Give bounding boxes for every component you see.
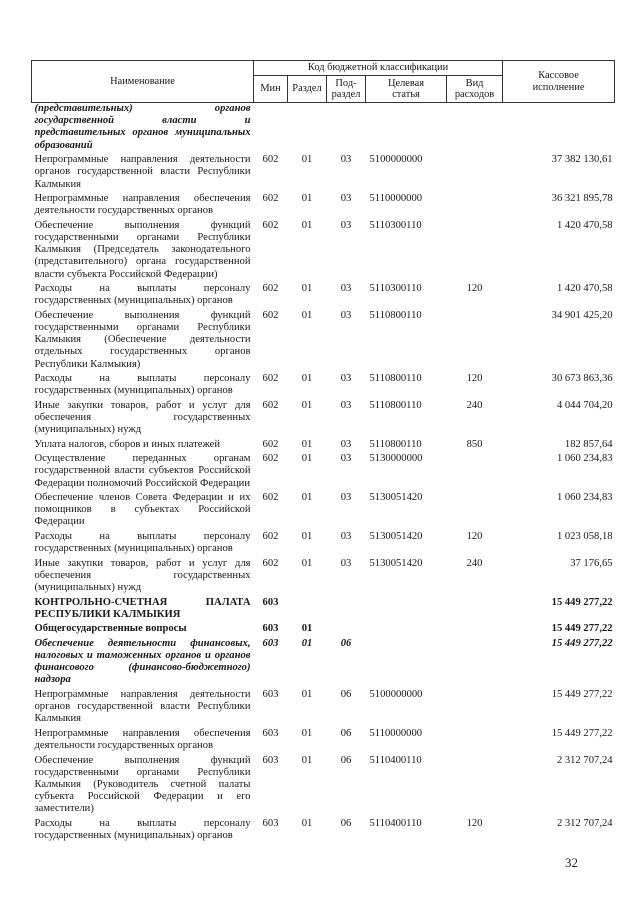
cell-statya: 5110800110 <box>369 399 422 411</box>
cell-kassa: 30 673 863,36 <box>551 373 613 385</box>
cell-min: 602 <box>262 193 279 205</box>
cell-kassa: 4 044 704,20 <box>556 399 613 411</box>
cell-statya <box>366 597 447 624</box>
cell-statya: 5110800110 <box>369 438 422 450</box>
cell-podrazdel: 06 <box>340 637 352 649</box>
table-row <box>32 728 615 755</box>
cell-vid: 120 <box>466 373 483 385</box>
page-number: 32 <box>565 855 578 870</box>
table-row <box>32 283 615 310</box>
header-razdel: Раздел <box>288 76 327 103</box>
cell-min: 603 <box>262 727 279 739</box>
cell-name: Осуществление переданных органам государственной власти субъектов Российской Федерации полномочий Российской Федерации <box>34 453 251 489</box>
cell-vid <box>447 193 503 220</box>
cell-razdel: 01 <box>301 399 313 411</box>
cell-razdel <box>288 597 327 624</box>
cell-vid <box>447 623 503 638</box>
cell-min: 603 <box>262 754 279 766</box>
cell-vid: 240 <box>466 557 483 569</box>
cell-kassa: 15 449 277,22 <box>551 596 613 608</box>
cell-podrazdel: 03 <box>340 219 352 231</box>
cell-name: Непрограммные направления обеспечения деятельности государственных органов <box>34 727 251 751</box>
cell-kassa: 1 420 470,58 <box>556 283 613 295</box>
cell-kassa: 37 176,65 <box>570 557 613 569</box>
cell-statya <box>366 103 447 155</box>
cell-statya: 5110000000 <box>369 727 423 739</box>
cell-name: Расходы на выплаты персоналу государственных (муниципальных) органов <box>34 530 251 555</box>
cell-name: Обеспечение выполнения функций государственными органами Республики Калмыкия (Обеспечение деятельности отдельных государственных органов Республики Калмыкия) <box>34 309 251 370</box>
table-row <box>32 220 615 283</box>
cell-statya: 5110300110 <box>369 219 422 231</box>
table-row <box>32 623 615 638</box>
cell-min: 602 <box>262 530 279 542</box>
table-row <box>32 310 615 373</box>
cell-name: Обеспечение деятельности финансовых, налоговых и таможенных органов и органов финансового (финансово-бюджетного) надзора <box>34 637 251 686</box>
cell-min: 603 <box>262 596 279 608</box>
cell-min: 602 <box>262 492 279 504</box>
cell-vid <box>447 492 503 531</box>
cell-min: 602 <box>262 438 279 450</box>
cell-razdel: 01 <box>301 817 313 829</box>
cell-name: Непрограммные направления деятельности органов государственной власти Республики Калмыкия <box>34 154 251 190</box>
cell-statya: 5100000000 <box>369 688 423 700</box>
table-row <box>32 103 615 155</box>
cell-vid: 120 <box>466 283 483 295</box>
cell-statya: 5130051420 <box>369 530 423 542</box>
cell-min: 603 <box>262 817 279 829</box>
table-row <box>32 154 615 193</box>
cell-min: 602 <box>262 283 279 295</box>
cell-razdel: 01 <box>301 727 313 739</box>
table-row <box>32 818 615 845</box>
cell-name: Иные закупки товаров, работ и услуг для обеспечения государственных (муниципальных) нужд <box>34 557 251 594</box>
cell-min: 602 <box>262 399 279 411</box>
cell-razdel: 01 <box>301 154 313 166</box>
cell-min: 603 <box>262 637 279 649</box>
table-row <box>32 400 615 439</box>
cell-min: 602 <box>262 373 279 385</box>
table-row <box>32 439 615 454</box>
cell-razdel: 01 <box>301 453 313 465</box>
cell-min: 603 <box>262 688 279 700</box>
cell-podrazdel <box>327 597 366 624</box>
cell-podrazdel <box>327 623 366 638</box>
header-min: Мин <box>254 76 288 103</box>
header-vid: Вид расходов <box>447 76 503 103</box>
table-row <box>32 492 615 531</box>
cell-name: Расходы на выплаты персоналу государственных (муниципальных) органов <box>34 283 251 307</box>
cell-kassa: 1 060 234,83 <box>556 492 613 504</box>
cell-podrazdel: 06 <box>340 817 352 829</box>
header-name: Наименование <box>32 61 254 103</box>
cell-statya: 5110000000 <box>369 193 423 205</box>
cell-razdel: 01 <box>301 754 313 766</box>
cell-statya: 5110400110 <box>369 817 422 829</box>
cell-razdel: 01 <box>301 688 313 700</box>
table-body <box>32 103 615 845</box>
header-kassa: Кассовое исполнение <box>503 61 615 103</box>
table-row <box>32 558 615 597</box>
cell-name: Обеспечение выполнения функций государственными органами Республики Калмыкия (Председатель законодательного (представительного) органа государственной власти субъекта Российской Федерации) <box>34 219 251 280</box>
cell-name: (представительных) органов государственной власти и представительных органов муниципальных образований <box>34 103 251 151</box>
table-row <box>32 638 615 689</box>
cell-razdel: 01 <box>301 637 313 649</box>
cell-podrazdel: 06 <box>340 688 352 700</box>
cell-vid <box>447 103 503 155</box>
cell-vid <box>447 755 503 818</box>
cell-vid <box>447 310 503 373</box>
cell-podrazdel: 03 <box>340 154 352 166</box>
cell-razdel: 01 <box>301 492 313 504</box>
cell-min: 602 <box>262 557 279 569</box>
cell-kassa: 1 060 234,83 <box>556 453 613 465</box>
header-podrazdel: Под- раздел <box>327 76 366 103</box>
table-row <box>32 689 615 728</box>
cell-podrazdel: 06 <box>340 754 352 766</box>
cell-kassa: 36 321 895,78 <box>551 193 613 205</box>
cell-name: Непрограммные направления деятельности органов государственной власти Республики Калмыкия <box>34 688 251 725</box>
cell-razdel: 01 <box>301 438 313 450</box>
cell-podrazdel: 03 <box>340 492 352 504</box>
cell-podrazdel: 03 <box>340 399 352 411</box>
cell-vid <box>447 154 503 193</box>
cell-vid <box>447 638 503 689</box>
cell-podrazdel: 03 <box>340 453 352 465</box>
cell-min <box>254 103 288 155</box>
cell-name: Обеспечение выполнения функций государственными органами Республики Калмыкия (Руководитель счетной палаты субъекта Российской Федерации и его заместители) <box>34 754 251 815</box>
cell-razdel: 01 <box>301 193 313 205</box>
cell-statya: 5100000000 <box>369 154 423 166</box>
cell-vid <box>447 728 503 755</box>
cell-statya: 5130000000 <box>369 453 423 465</box>
cell-statya: 5110300110 <box>369 283 422 295</box>
cell-vid: 240 <box>466 399 483 411</box>
cell-vid: 850 <box>466 438 483 450</box>
table-row <box>32 531 615 558</box>
table-row <box>32 597 615 624</box>
cell-name: Расходы на выплаты персоналу государственных (муниципальных) органов <box>34 373 251 397</box>
cell-razdel: 01 <box>301 530 313 542</box>
cell-kassa: 15 449 277,22 <box>551 688 613 700</box>
cell-podrazdel: 03 <box>340 438 352 450</box>
cell-statya: 5130051420 <box>369 492 423 504</box>
cell-razdel: 01 <box>301 623 313 635</box>
cell-podrazdel <box>327 103 366 155</box>
cell-razdel: 01 <box>301 309 313 321</box>
cell-podrazdel: 03 <box>340 283 352 295</box>
cell-vid: 120 <box>466 530 483 542</box>
cell-min: 602 <box>262 219 279 231</box>
cell-statya: 5110800110 <box>369 373 422 385</box>
cell-statya <box>366 638 447 689</box>
cell-statya: 5110800110 <box>369 309 422 321</box>
cell-min: 602 <box>262 453 279 465</box>
cell-name: Расходы на выплаты персоналу государственных (муниципальных) органов <box>34 817 251 842</box>
cell-name: КОНТРОЛЬНО-СЧЕТНАЯ ПАЛАТА РЕСПУБЛИКИ КАЛМЫКИЯ <box>34 596 251 620</box>
cell-razdel: 01 <box>301 373 313 385</box>
cell-name: Иные закупки товаров, работ и услуг для обеспечения государственных (муниципальных) нужд <box>34 399 251 436</box>
budget-table <box>31 60 615 845</box>
table-row <box>32 373 615 400</box>
cell-kassa: 2 312 707,24 <box>556 754 613 766</box>
cell-min: 603 <box>262 623 279 635</box>
cell-kassa: 37 382 130,61 <box>551 154 613 166</box>
cell-kassa: 1 420 470,58 <box>556 219 613 231</box>
cell-vid: 120 <box>466 817 483 829</box>
cell-kassa: 34 901 425,20 <box>551 309 613 321</box>
cell-statya: 5110400110 <box>369 754 422 766</box>
cell-razdel: 01 <box>301 219 313 231</box>
cell-statya <box>366 623 447 638</box>
cell-min: 602 <box>262 154 279 166</box>
cell-kassa: 15 449 277,22 <box>551 623 613 635</box>
table-header <box>32 61 615 103</box>
cell-razdel <box>288 103 327 155</box>
table-row <box>32 193 615 220</box>
cell-razdel: 01 <box>301 557 313 569</box>
cell-name: Непрограммные направления обеспечения деятельности государственных органов <box>34 193 251 217</box>
cell-min: 602 <box>262 309 279 321</box>
cell-razdel: 01 <box>301 283 313 295</box>
cell-podrazdel: 03 <box>340 373 352 385</box>
cell-podrazdel: 03 <box>340 530 352 542</box>
cell-name: Уплата налогов, сборов и иных платежей <box>34 438 221 450</box>
cell-podrazdel: 06 <box>340 727 352 739</box>
table-row <box>32 453 615 492</box>
cell-vid <box>447 453 503 492</box>
table-row <box>32 755 615 818</box>
cell-vid <box>447 689 503 728</box>
cell-name: Обеспечение членов Совета Федерации и их помощников в субъектах Российской Федерации <box>34 492 251 528</box>
cell-vid <box>447 597 503 624</box>
cell-vid <box>447 220 503 283</box>
cell-kassa: 1 023 058,18 <box>556 530 613 542</box>
cell-kassa: 2 312 707,24 <box>556 817 613 829</box>
cell-podrazdel: 03 <box>340 557 352 569</box>
cell-podrazdel: 03 <box>340 309 352 321</box>
cell-kassa: 182 857,64 <box>564 438 613 450</box>
cell-kassa: 15 449 277,22 <box>551 637 613 649</box>
cell-podrazdel: 03 <box>340 193 352 205</box>
cell-kassa: 15 449 277,22 <box>551 727 613 739</box>
header-code-group: Код бюджетной классификации <box>254 61 503 76</box>
header-statya: Целевая статья <box>366 76 447 103</box>
cell-name: Общегосударственные вопросы <box>34 623 187 635</box>
cell-kassa <box>503 103 615 155</box>
cell-statya: 5130051420 <box>369 557 423 569</box>
